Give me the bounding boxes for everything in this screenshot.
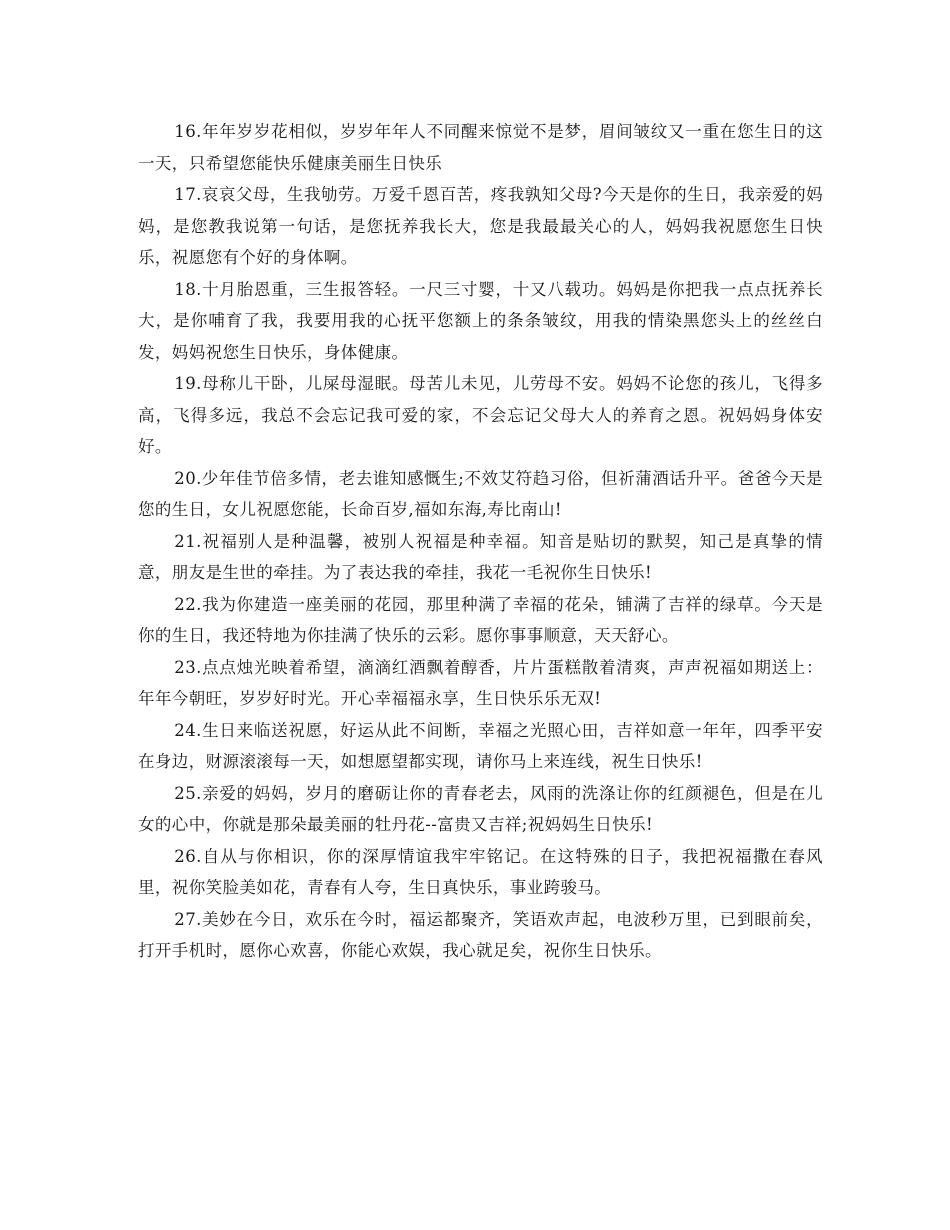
paragraph-19: 19.母称儿干卧，儿屎母湿眠。母苦儿未见，儿劳母不安。妈妈不论您的孩儿，飞得多高，飞得多远，我总不会忘记我可爱的家，不会忘记父母大人的养育之恩。祝妈妈身体安好。 [138, 374, 823, 456]
document-body [138, 116, 823, 967]
paragraph-24: 24.生日来临送祝愿，好运从此不间断，幸福之光照心田，吉祥如意一年年，四季平安在身边，财源滚滚每一天，如想愿望都实现，请你马上来连线，祝生日快乐! [138, 720, 823, 771]
paragraph-22: 22.我为你建造一座美丽的花园，那里种满了幸福的花朵，铺满了吉祥的绿草。今天是你的生日，我还特地为你挂满了快乐的云彩。愿你事事顺意，天天舒心。 [138, 594, 823, 645]
paragraph-27: 27.美妙在今日，欢乐在今时，福运都聚齐，笑语欢声起，电波秒万里，已到眼前矣，打开手机时，愿你心欢喜，你能心欢娱，我心就足矣，祝你生日快乐。 [138, 909, 823, 960]
paragraph-21: 21.祝福别人是种温馨，被别人祝福是种幸福。知音是贴切的默契，知己是真挚的情意，朋友是生世的牵挂。为了表达我的牵挂，我花一毛祝你生日快乐! [138, 531, 823, 582]
paragraph-23: 23.点点烛光映着希望，滴滴红酒飘着醇香，片片蛋糕散着清爽，声声祝福如期送上：年年今朝旺，岁岁好时光。开心幸福福永享，生日快乐乐无双! [138, 657, 823, 708]
paragraph-20: 20.少年佳节倍多情，老去谁知感慨生;不效艾符趋习俗，但祈蒲酒话升平。爸爸今天是您的生日，女儿祝愿您能，长命百岁,福如东海,寿比南山! [138, 468, 823, 519]
paragraph-25: 25.亲爱的妈妈，岁月的磨砺让你的青春老去，风雨的洗涤让你的红颜褪色，但是在儿女的心中，你就是那朵最美丽的牡丹花--富贵又吉祥;祝妈妈生日快乐! [138, 783, 823, 834]
paragraph-16: 16.年年岁岁花相似，岁岁年年人不同醒来惊觉不是梦，眉间皱纹又一重在您生日的这一天，只希望您能快乐健康美丽生日快乐 [138, 122, 823, 173]
paragraph-26: 26.自从与你相识，你的深厚情谊我牢牢铭记。在这特殊的日子，我把祝福撒在春风里，祝你笑脸美如花，青春有人夸，生日真快乐，事业跨骏马。 [138, 846, 823, 897]
paragraph-18: 18.十月胎恩重，三生报答轻。一尺三寸婴，十又八载功。妈妈是你把我一点点抚养长大，是你哺育了我，我要用我的心抚平您额上的条条皱纹，用我的情染黑您头上的丝丝白发，妈妈祝您生日快乐，身体健康。 [138, 279, 823, 362]
paragraph-17: 17.哀哀父母，生我劬劳。万爱千恩百苦，疼我孰知父母?今天是你的生日，我亲爱的妈妈，是您教我说第一句话，是您抚养我长大，您是我最最关心的人，妈妈我祝愿您生日快乐，祝愿您有个好的身体啊。 [138, 185, 823, 267]
